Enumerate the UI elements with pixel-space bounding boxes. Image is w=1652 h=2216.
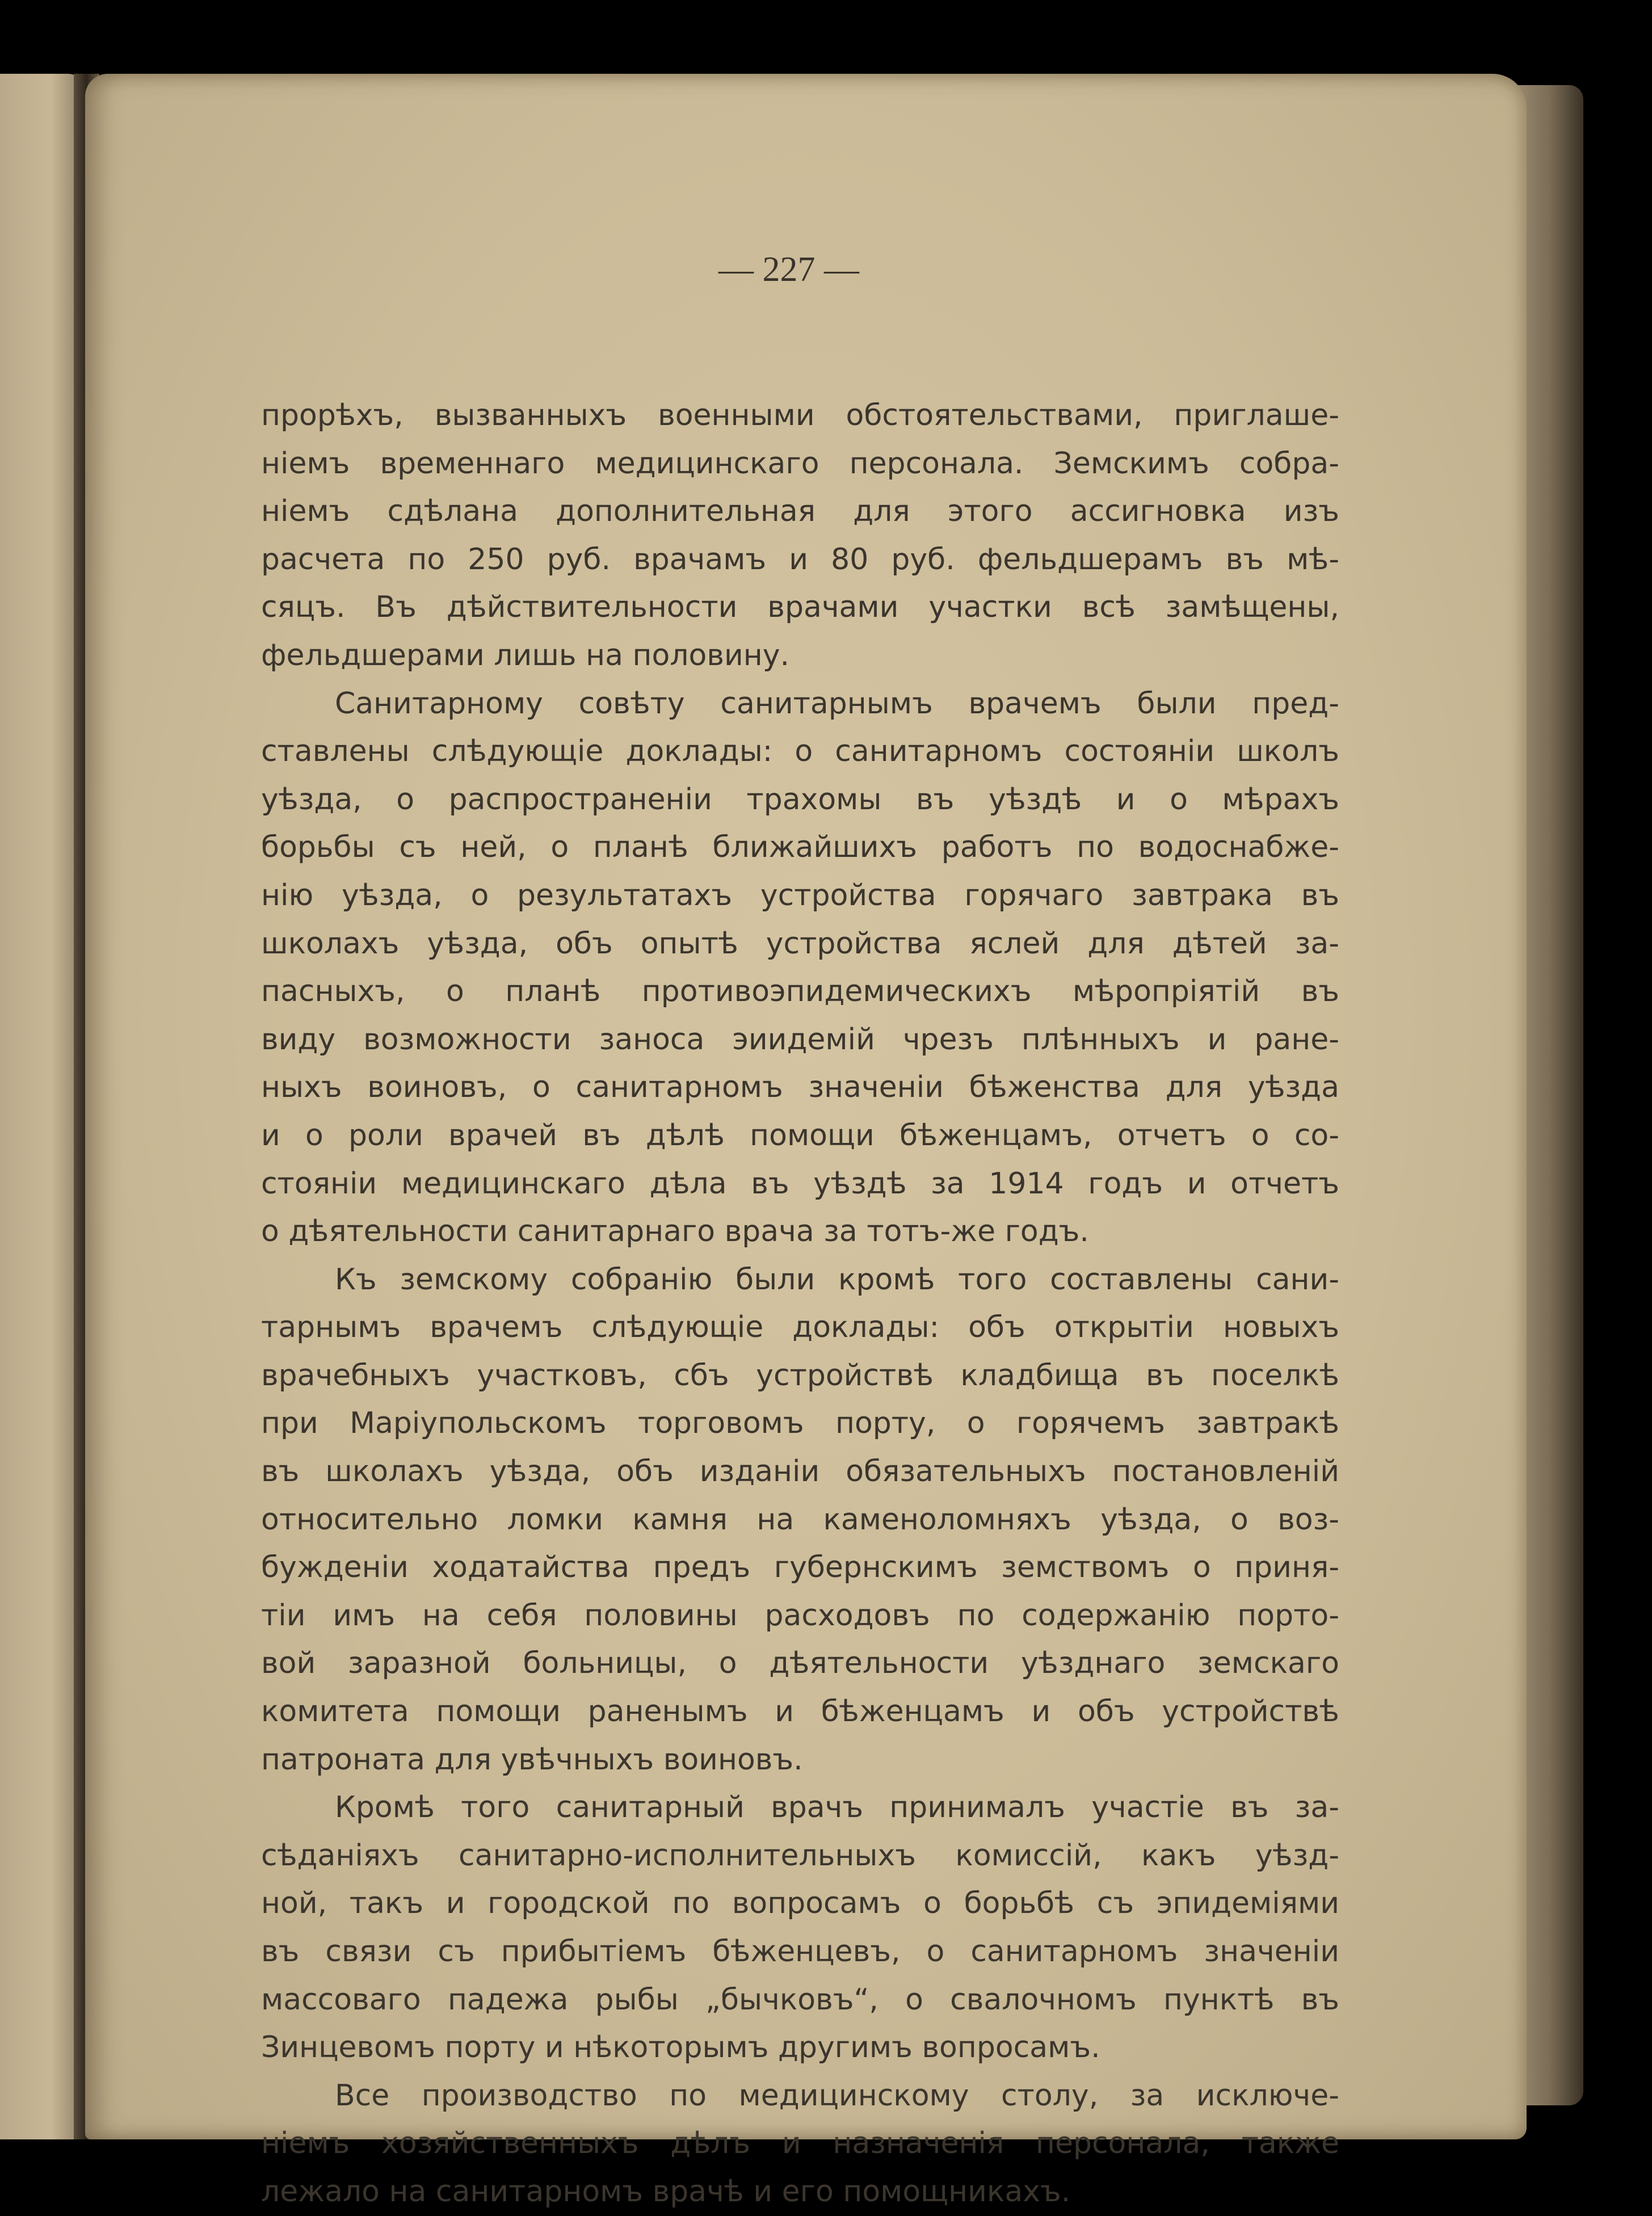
text-line: прорѣхъ, вызванныхъ военными обстоятельствами, приглаше-: [261, 398, 1339, 432]
text-line: расчета по 250 руб. врачамъ и 80 руб. фельдшерамъ въ мѣ-: [261, 542, 1339, 577]
text-line: тарнымъ врачемъ слѣдующіе доклады: объ открытіи новыхъ: [261, 1310, 1339, 1345]
page-number: — 227 —: [718, 250, 859, 289]
text-line: сѣданіяхъ санитарно-исполнительныхъ комиссій, какъ уѣзд-: [261, 1838, 1339, 1873]
text-line: патроната для увѣчныхъ воиновъ.: [261, 1742, 803, 1777]
text-line: въ школахъ уѣзда, объ изданіи обязательныхъ постановленій: [261, 1454, 1339, 1489]
left-page-edge: [0, 74, 85, 2139]
text-line: ныхъ воиновъ, о санитарномъ значеніи бѣженства для уѣзда: [261, 1070, 1339, 1105]
text-line: массоваго падежа рыбы „бычковъ“, о свалочномъ пунктѣ въ: [261, 1982, 1339, 2017]
text-line: школахъ уѣзда, объ опытѣ устройства яслей для дѣтей за-: [261, 926, 1339, 961]
text-line: стояніи медицинскаго дѣла въ уѣздѣ за 1914 годъ и отчетъ: [261, 1166, 1339, 1201]
text-line: тіи имъ на себя половины расходовъ по содержанію порто-: [261, 1598, 1339, 1633]
text-line: о дѣятельности санитарнаго врача за тотъ-же годъ.: [261, 1214, 1089, 1249]
text-line: сяцъ. Въ дѣйствительности врачами участки всѣ замѣщены,: [261, 590, 1339, 625]
text-line: вой заразной больницы, о дѣятельности уѣзднаго земскаго: [261, 1646, 1339, 1681]
text-line: Къ земскому собранію были кромѣ того составлены сани-: [335, 1262, 1339, 1297]
text-line: врачебныхъ участковъ, сбъ устройствѣ кладбища въ поселкѣ: [261, 1358, 1339, 1393]
text-line: фельдшерами лишь на половину.: [261, 638, 790, 672]
text-line: ніемъ сдѣлана дополнительная для этого ассигновка изъ: [261, 494, 1339, 529]
text-line: ной, такъ и городской по вопросамъ о борьбѣ съ эпидеміями: [261, 1886, 1339, 1921]
text-line: Кромѣ того санитарный врачъ принималъ участіе въ за-: [335, 1790, 1339, 1825]
text-line: комитета помощи раненымъ и бѣженцамъ и объ устройствѣ: [261, 1694, 1339, 1729]
text-line: Зинцевомъ порту и нѣкоторымъ другимъ вопросамъ.: [261, 2030, 1100, 2065]
text-line: нію уѣзда, о результатахъ устройства горячаго завтрака въ: [261, 878, 1339, 913]
text-line: въ связи съ прибытіемъ бѣженцевъ, о санитарномъ значеніи: [261, 1935, 1339, 1969]
text-line: ставлены слѣдующіе доклады: о санитарномъ состояніи школъ: [261, 734, 1339, 769]
text-line: при Маріупольскомъ торговомъ порту, о горячемъ завтракѣ: [261, 1406, 1339, 1441]
text-line: виду возможности заноса эиидемій чрезъ плѣнныхъ и ране-: [261, 1022, 1339, 1057]
text-line: ніемъ хозяйственныхъ дѣлъ и назначенія персонала, также: [261, 2126, 1339, 2161]
text-line: уѣзда, о распространеніи трахомы въ уѣздѣ и о мѣрахъ: [261, 782, 1339, 817]
text-line: Санитарному совѣту санитарнымъ врачемъ были пред-: [335, 686, 1339, 721]
text-line: бужденіи ходатайства предъ губернскимъ земствомъ о приня-: [261, 1550, 1339, 1585]
text-line: и о роли врачей въ дѣлѣ помощи бѣженцамъ, отчетъ о со-: [261, 1118, 1339, 1153]
text-line: борьбы съ ней, о планѣ ближайшихъ работъ по водоснабже-: [261, 830, 1339, 865]
text-line: пасныхъ, о планѣ противоэпидемическихъ мѣропріятій въ: [261, 974, 1339, 1009]
text-line: лежало на санитарномъ врачѣ и его помощникахъ.: [261, 2174, 1071, 2209]
text-line: ніемъ временнаго медицинскаго персонала. Земскимъ собра-: [261, 446, 1339, 481]
text-line: относительно ломки камня на каменоломняхъ уѣзда, о воз-: [261, 1502, 1339, 1537]
text-line: Все производство по медицинскому столу, за исключе-: [335, 2078, 1339, 2113]
page-text: [261, 392, 1339, 2216]
